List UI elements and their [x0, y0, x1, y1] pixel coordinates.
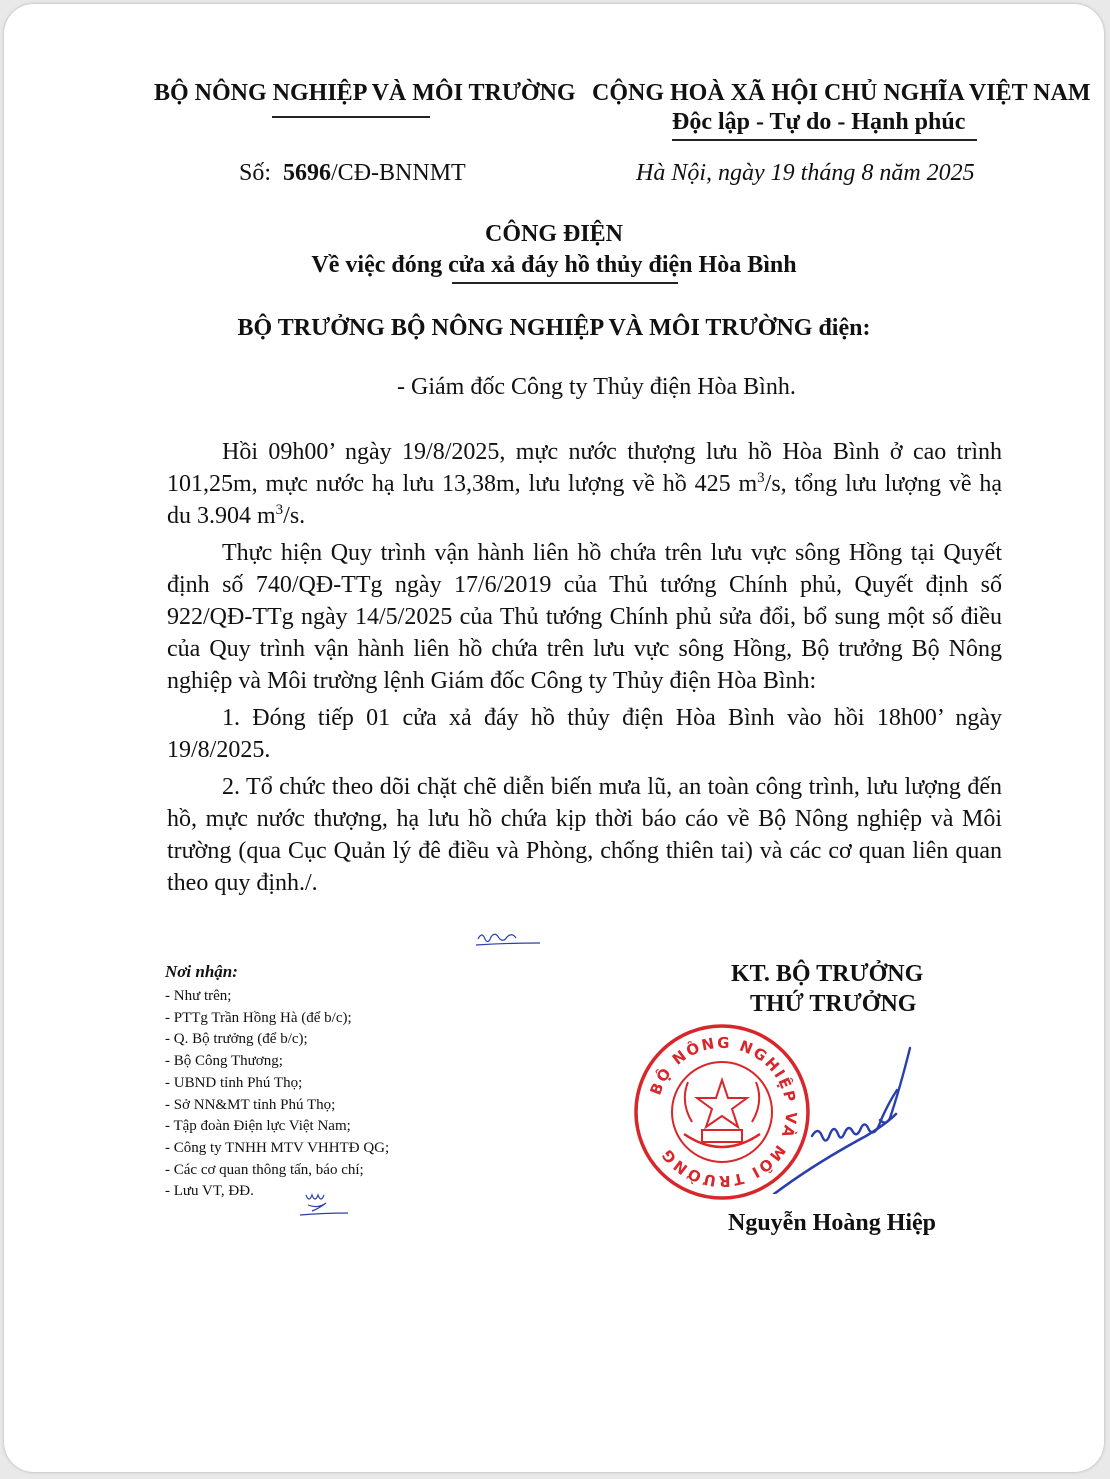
svg-text:BỘ NÔNG NGHIỆP VÀ MÔI TRƯỜNG: BỘ NÔNG NGHIỆP VÀ MÔI TRƯỜNG: [646, 1033, 801, 1191]
ministry-underline: [272, 116, 430, 118]
list-item: - Sở NN&MT tỉnh Phú Thọ;: [165, 1096, 336, 1113]
sender-line: BỘ TRƯỞNG BỘ NÔNG NGHIỆP VÀ MÔI TRƯỜNG điện:: [237, 315, 871, 341]
motto-underline: [672, 139, 977, 141]
list-item: - Bộ Công Thương;: [165, 1053, 283, 1070]
document-body: [167, 436, 1002, 904]
addressee: - Giám đốc Công ty Thủy điện Hòa Bình.: [397, 374, 796, 400]
signer-position: THỨ TRƯỞNG: [750, 991, 917, 1017]
list-item: - Công ty TNHH MTV VHHTĐ QG;: [165, 1139, 390, 1156]
document-number: Số: 5696/CĐ-BNNMT: [239, 160, 466, 186]
list-item: - UBND tỉnh Phú Thọ;: [165, 1074, 303, 1091]
paragraph-order-1: 1. Đóng tiếp 01 cửa xả đáy hồ thủy điện Hòa Bình vào hồi 18h00’ ngày 19/8/2025.: [167, 705, 1002, 763]
handwritten-signature: [714, 1044, 924, 1194]
document-type: CÔNG ĐIỆN: [484, 221, 623, 247]
list-item: - PTTg Trần Hồng Hà (để b/c);: [165, 1009, 352, 1026]
paragraph-water-levels: Hồi 09h00’ ngày 19/8/2025, mực nước thượng lưu hồ Hòa Bình ở cao trình 101,25m, mực nước hạ lưu 13,38m, lưu lượng về hồ 425 $m^3/s$, tổng lưu lượng về hạ du 3.904 $m^3/s$.: [167, 439, 1002, 529]
list-item: - Tập đoàn Điện lực Việt Nam;: [165, 1118, 351, 1135]
national-motto: Độc lập - Tự do - Hạnh phúc: [672, 109, 966, 135]
national-title: CỘNG HOÀ XÃ HỘI CHỦ NGHĨA VIỆT NAM: [592, 80, 1091, 106]
signer-name: Nguyễn Hoàng Hiệp: [728, 1210, 937, 1236]
paragraph-legal-basis: Thực hiện Quy trình vận hành liên hồ chứa trên lưu vực sông Hồng tại Quyết định số 740/QĐ-TTg ngày 17/6/2019 của Thủ tướng Chính phủ, Quyết định số 922/QĐ-TTg ngày 14/5/2025 của Thủ tướng Chính phủ sửa đổi, bổ sung một số điều của Quy trình vận hành liên hồ chứa trên lưu vực sông Hồng, Bộ trưởng Bộ Nông nghiệp và Môi trường lệnh Giám đốc Công ty Thủy điện Hòa Bình:: [167, 540, 1002, 694]
document-page: [4, 4, 1104, 1472]
list-item: - Như trên;: [165, 988, 232, 1004]
subject-underline: [452, 282, 678, 284]
list-item: - Q. Bộ trưởng (để b/c);: [165, 1031, 308, 1048]
document-subject: Về việc đóng cửa xả đáy hồ thủy điện Hòa Bình: [311, 252, 797, 278]
initial-mark: [296, 1189, 351, 1219]
list-item: - Các cơ quan thông tấn, báo chí;: [165, 1161, 364, 1178]
recipients-title: Nơi nhận:: [165, 962, 238, 981]
dateline: Hà Nội, ngày 19 tháng 8 năm 2025: [636, 160, 975, 186]
issuing-ministry: BỘ NÔNG NGHIỆP VÀ MÔI TRƯỜNG: [154, 80, 576, 106]
initial-mark: [474, 929, 544, 949]
signer-title: KT. BỘ TRƯỞNG: [731, 961, 924, 987]
list-item: - Lưu VT, ĐĐ.: [165, 1183, 254, 1200]
recipients-list: [165, 986, 389, 1203]
paragraph-order-2: 2. Tổ chức theo dõi chặt chẽ diễn biến mưa lũ, an toàn công trình, lưu lượng đến hồ, mực nước thượng, hạ lưu hồ chứa kịp thời báo cáo về Bộ Nông nghiệp và Môi trường (qua Cục Quản lý đê điều và Phòng, chống thiên tai) và các cơ quan liên quan theo quy định./.: [167, 774, 1002, 896]
document-number-value: 5696: [283, 160, 332, 186]
